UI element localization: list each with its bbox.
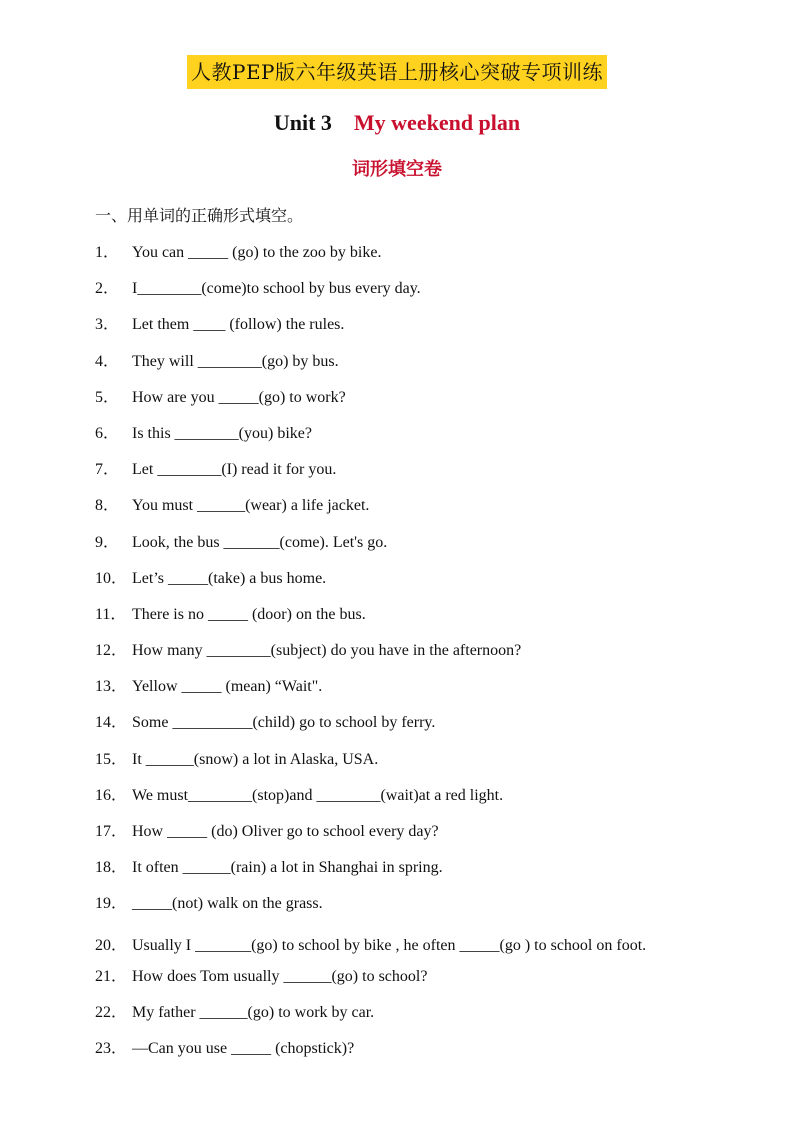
question-number: 3． bbox=[95, 316, 120, 334]
question-text: My father ______(go) to work by car. bbox=[132, 1003, 375, 1021]
question-text: Is this ________(you) bike? bbox=[132, 424, 312, 442]
question-item bbox=[95, 530, 715, 566]
question-text: There is no _____ (door) on the bus. bbox=[132, 605, 366, 623]
question-number: 2． bbox=[95, 280, 120, 298]
question-item bbox=[95, 855, 715, 891]
question-number: 22． bbox=[95, 1003, 128, 1021]
question-item bbox=[95, 819, 715, 855]
question-item bbox=[95, 747, 715, 783]
question-number: 21． bbox=[95, 967, 128, 985]
question-number: 6． bbox=[95, 424, 120, 442]
question-text: Let ________(I) read it for you. bbox=[132, 461, 337, 479]
question-number: 13． bbox=[95, 678, 128, 696]
question-number: 16． bbox=[95, 786, 128, 804]
question-text: How are you _____(go) to work? bbox=[132, 388, 346, 406]
question-text: Usually I _______(go) to school by bike , he often _____(go ) to school on foot. bbox=[132, 936, 647, 954]
question-item bbox=[95, 602, 715, 638]
question-number: 18． bbox=[95, 859, 128, 877]
worksheet-subtitle: 词形填空卷 bbox=[352, 159, 442, 180]
question-item bbox=[95, 710, 715, 746]
question-text: Some __________(child) go to school by ferry. bbox=[132, 714, 436, 732]
question-text: _____(not) walk on the grass. bbox=[132, 895, 323, 913]
question-item bbox=[95, 1036, 715, 1072]
question-number: 15． bbox=[95, 750, 128, 768]
question-number: 23． bbox=[95, 1039, 128, 1057]
question-text: —Can you use _____ (chopstick)? bbox=[132, 1039, 355, 1057]
question-number: 4． bbox=[95, 352, 120, 370]
question-text: It ______(snow) a lot in Alaska, USA. bbox=[132, 750, 379, 768]
unit-number: Unit 3 bbox=[273, 110, 332, 135]
question-text: You can _____ (go) to the zoo by bike. bbox=[132, 244, 382, 261]
series-banner: 人教PEP版六年级英语上册核心突破专项训练 bbox=[187, 55, 607, 89]
banner-wrapper bbox=[0, 55, 794, 89]
question-number: 10． bbox=[95, 569, 128, 587]
question-text: It often ______(rain) a lot in Shanghai in spring. bbox=[132, 859, 443, 877]
question-text: Look, the bus _______(come). Let's go. bbox=[132, 533, 388, 551]
question-text: Yellow _____ (mean) “Wait". bbox=[132, 678, 323, 696]
question-item bbox=[95, 276, 715, 312]
question-item bbox=[95, 674, 715, 710]
unit-title: My weekend plan bbox=[353, 110, 521, 135]
question-text: They will ________(go) by bus. bbox=[132, 352, 339, 370]
question-item bbox=[95, 493, 715, 529]
question-text: How does Tom usually ______(go) to school? bbox=[132, 967, 428, 985]
question-number: 7． bbox=[95, 461, 120, 479]
question-text: I________(come)to school by bus every day. bbox=[132, 280, 421, 298]
question-number: 1． bbox=[95, 244, 120, 261]
question-item bbox=[95, 240, 715, 276]
question-item bbox=[95, 457, 715, 493]
question-item bbox=[95, 638, 715, 674]
question-item bbox=[95, 421, 715, 457]
question-item bbox=[95, 964, 715, 1000]
question-number: 5． bbox=[95, 388, 120, 406]
question-number: 12． bbox=[95, 642, 128, 660]
question-text: You must ______(wear) a life jacket. bbox=[132, 497, 370, 515]
question-number: 19． bbox=[95, 895, 128, 913]
question-text: How _____ (do) Oliver go to school every day? bbox=[132, 823, 439, 840]
question-list bbox=[95, 240, 715, 1072]
question-number: 9． bbox=[95, 533, 120, 551]
question-number: 17． bbox=[95, 823, 128, 840]
question-number: 11． bbox=[95, 605, 127, 623]
question-text: Let them ____ (follow) the rules. bbox=[132, 316, 345, 334]
question-item bbox=[95, 349, 715, 385]
question-item bbox=[95, 385, 715, 421]
question-item bbox=[95, 566, 715, 602]
unit-heading bbox=[0, 108, 794, 138]
question-text: How many ________(subject) do you have in the afternoon? bbox=[132, 642, 522, 660]
section-instruction: 一、用单词的正确形式填空。 bbox=[95, 206, 304, 225]
question-number: 20． bbox=[95, 936, 128, 954]
question-text: We must________(stop)and ________(wait)at a red light. bbox=[132, 786, 504, 804]
question-number: 8． bbox=[95, 497, 120, 515]
question-item bbox=[95, 1000, 715, 1036]
question-item bbox=[95, 783, 715, 819]
question-text: Let’s _____(take) a bus home. bbox=[132, 569, 327, 587]
question-item bbox=[95, 312, 715, 348]
question-item bbox=[95, 891, 715, 927]
question-item bbox=[95, 928, 715, 963]
question-number: 14． bbox=[95, 714, 128, 732]
